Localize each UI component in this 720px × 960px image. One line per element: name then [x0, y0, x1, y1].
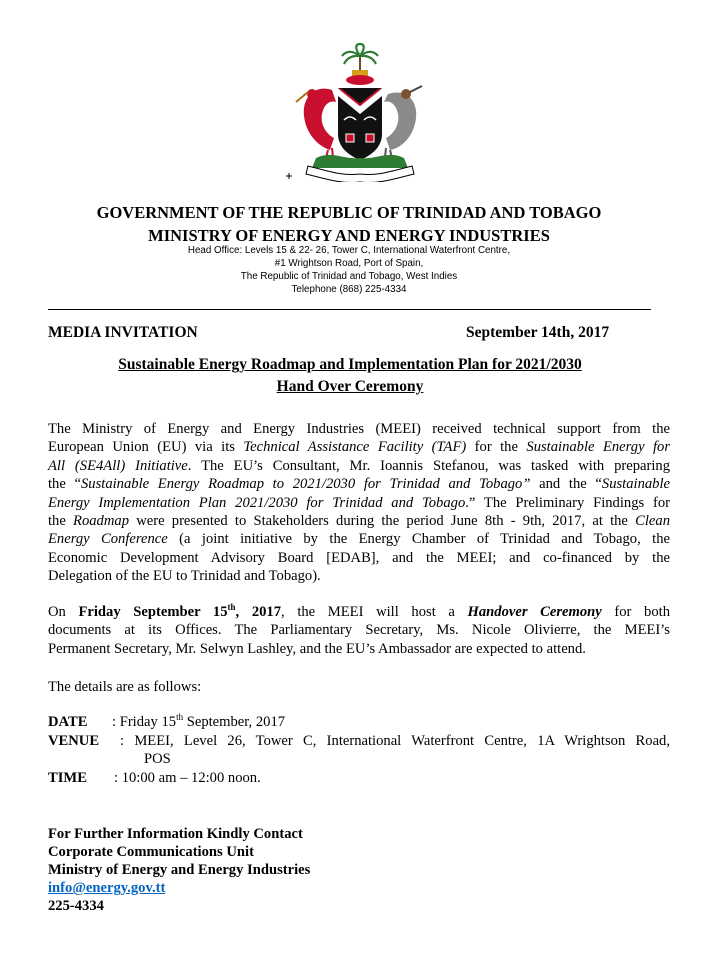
event-title-line-2: Hand Over Ceremony — [276, 378, 424, 395]
invitation-date: September 14th, 2017 — [466, 324, 610, 341]
details-intro: The details are as follows: — [48, 679, 202, 695]
paragraph-line: Energy Implementation Plan 2021/2030 for Trinidad and Tobago.” The Preliminary Findings for — [48, 494, 670, 511]
venue-label: VENUE — [48, 733, 100, 749]
telephone-line: Telephone (868) 225-4334 — [291, 284, 407, 295]
time-value: : 10:00 am – 12:00 noon. — [114, 770, 261, 786]
venue-value: : MEEI, Level 26, Tower C, International Waterfront Centre, 1A Wrightson Road, — [120, 733, 670, 749]
address-line-3: The Republic of Trinidad and Tobago, West Indies — [240, 271, 458, 282]
paragraph-line: On Friday September 15th, 2017, the MEEI will host a Handover Ceremony for both — [48, 602, 671, 620]
intro-paragraph — [48, 420, 670, 586]
paragraph-line: the Roadmap were presented to Stakeholders during the period June 8th - 9th, 2017, at the Clean — [48, 512, 670, 529]
date-label: DATE — [48, 714, 88, 730]
ceremony-paragraph — [48, 603, 670, 658]
paragraph-line: Energy Conference (a joint initiative by the Energy Chamber of Trinidad and Tobago, the — [48, 531, 670, 548]
contact-ministry: Ministry of Energy and Energy Industries — [48, 862, 311, 878]
government-heading: GOVERNMENT OF THE REPUBLIC OF TRINIDAD AND TOBAGO — [96, 203, 602, 222]
paragraph-line: All (SE4All) Initiative. The EU’s Consultant, Mr. Ioannis Stefanou, was tasked with preparing — [48, 457, 670, 474]
time-label: TIME — [48, 770, 87, 786]
contact-email — [48, 879, 165, 897]
contact-heading: For Further Information Kindly Contact — [48, 826, 303, 842]
paragraph-line: documents at its Offices. The Parliamentary Secretary, Ms. Nicole Olivierre, the MEEI’s — [48, 622, 670, 639]
coat-of-arms-emblem — [282, 42, 438, 182]
contact-unit: Corporate Communications Unit — [48, 844, 254, 860]
address-line-2: #1 Wrightson Road, Port of Spain, — [274, 258, 424, 269]
paragraph-line: The Ministry of Energy and Energy Industries (MEEI) received technical support from the — [48, 421, 670, 437]
invitation-type: MEDIA INVITATION — [48, 324, 198, 341]
venue-value-continued: POS — [144, 751, 171, 767]
event-title-line-1: Sustainable Energy Roadmap and Implementation Plan for 2021/2030 — [118, 356, 582, 373]
ministry-heading: MINISTRY OF ENERGY AND ENERGY INDUSTRIES — [148, 226, 550, 245]
paragraph-line: the “Sustainable Energy Roadmap to 2021/2030 for Trinidad and Tobago” and the “Sustainable — [48, 476, 670, 493]
paragraph-line: Permanent Secretary, Mr. Selwyn Lashley, and the EU’s Ambassador are expected to attend. — [48, 640, 586, 657]
contact-phone: 225-4334 — [48, 898, 104, 914]
address-line-1: Head Office: Levels 15 & 22- 26, Tower C, International Waterfront Centre, — [187, 245, 511, 256]
email-link[interactable]: info@energy.gov.tt — [48, 880, 166, 896]
paragraph-line: Delegation of the EU to Trinidad and Tobago). — [48, 568, 321, 585]
paragraph-line: Economic Development Advisory Board [EDAB], and the MEEI; and co-financed by the — [48, 549, 670, 566]
date-value: : Friday 15th September, 2017 — [112, 712, 286, 730]
paragraph-line: European Union (EU) via its Technical Assistance Facility (TAF) for the Sustainable Energy for — [48, 439, 671, 456]
header-divider — [48, 309, 651, 310]
